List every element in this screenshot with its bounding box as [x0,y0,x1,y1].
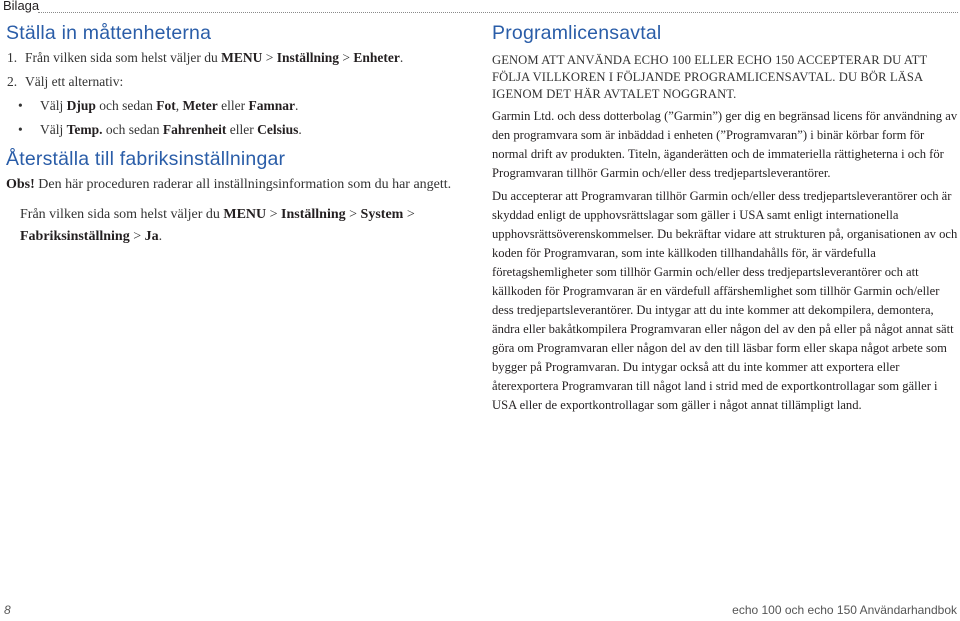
step-number: 2. [7,74,18,89]
license-paragraph-2: Du accepterar att Programvaran tillhör Garmin och/eller dess tredjepartsleverantörer och är skyddad enligt de upphovsrättslagar som gäller i USA samt enligt internationella upphovsrättsöverenskommelser. Du bekräftar vidare att strukturen på, organisationen av och koden för Programvaran, som inte källkoden tillhandahålls för, är värdefulla företagshemligheter som tillhör Garmin och/eller dess tredjepartsleverantörer och att källkoden för Programvaran är en värdefull affärshemlighet som tillhör Garmin och/eller dess tredjepartsleverantörer. Du intygar att du inte kommer att dekompilera, demontera, ändra eller bakåtkompilera Programvaran eller någon del av den på eller på något annat sätt göra om Programvaran eller någon del av den till läsbar form eller skapa något arbete som bygger på Programvaran. Du intygar också att du inte kommer att exportera eller återexportera Programvaran till något land i strid med de exportkontrollagar som gäller i USA eller de exportkontrollagar som gäller i något annat tillämpligt land. [492,189,958,412]
note-paragraph: Obs! Den här proceduren raderar all inställningsinformation som du har angett. [6,177,452,192]
units-step-1 [6,46,464,70]
bullet-icon: • [18,122,23,137]
bullet-icon: • [18,98,23,113]
section-title-license: Programlicensavtal [492,22,662,44]
section-title-factory-reset: Återställa till fabriksinställningar [6,148,286,170]
units-steps [6,46,464,94]
option-temperature [6,118,464,142]
option-text: Välj Djup och sedan Fot, Meter eller Famnar. [40,98,299,113]
step-text: Välj ett alternativ: [25,74,124,89]
left-column [6,20,464,248]
section-title-units: Ställa in måttenheterna [6,22,212,44]
units-step-2 [6,70,464,94]
manual-title: echo 100 och echo 150 Användarhandbok [732,603,957,617]
license-notice: GENOM ATT ANVÄNDA ECHO 100 ELLER ECHO 150 ACCEPTERAR DU ATT FÖLJA VILLKOREN I FÖLJANDE PROGRAMLICENSAVTAL. DU BÖR LÄSA IGENOM DET HÄR AVTALET NOGGRANT. [492,53,928,101]
step-number: 1. [7,50,18,65]
option-text: Välj Temp. och sedan Fahrenheit eller Celsius. [40,122,302,137]
page-number: 8 [4,603,11,617]
factory-reset-step: Från vilken sida som helst väljer du MENU > Inställning > System > Fabriksinställning > Ja. [20,207,415,244]
settings-keyword: Inställning [276,50,339,65]
license-paragraph-1: Garmin Ltd. och dess dotterbolag (”Garmin”) ger dig en begränsad licens för användning av den programvara som är inbäddad i enheten (”Programvaran”) i binär körbar form för normal drift av produkten. Titeln, äganderätten och de immateriella rättigheterna i och för Programvaran tillhör Garmin och/eller dess tredjepartsleverantörer. [492,109,958,180]
step-text: Från vilken sida som helst väljer du MENU > Inställning > Enheter. [25,50,404,65]
menu-keyword: MENU [221,50,263,65]
note-label: Obs! [6,177,35,192]
running-header-label: Bilaga [3,0,40,13]
option-depth [6,94,464,118]
units-options [6,94,464,142]
units-keyword: Enheter [353,50,400,65]
header-divider [38,12,958,13]
right-column [492,20,958,415]
